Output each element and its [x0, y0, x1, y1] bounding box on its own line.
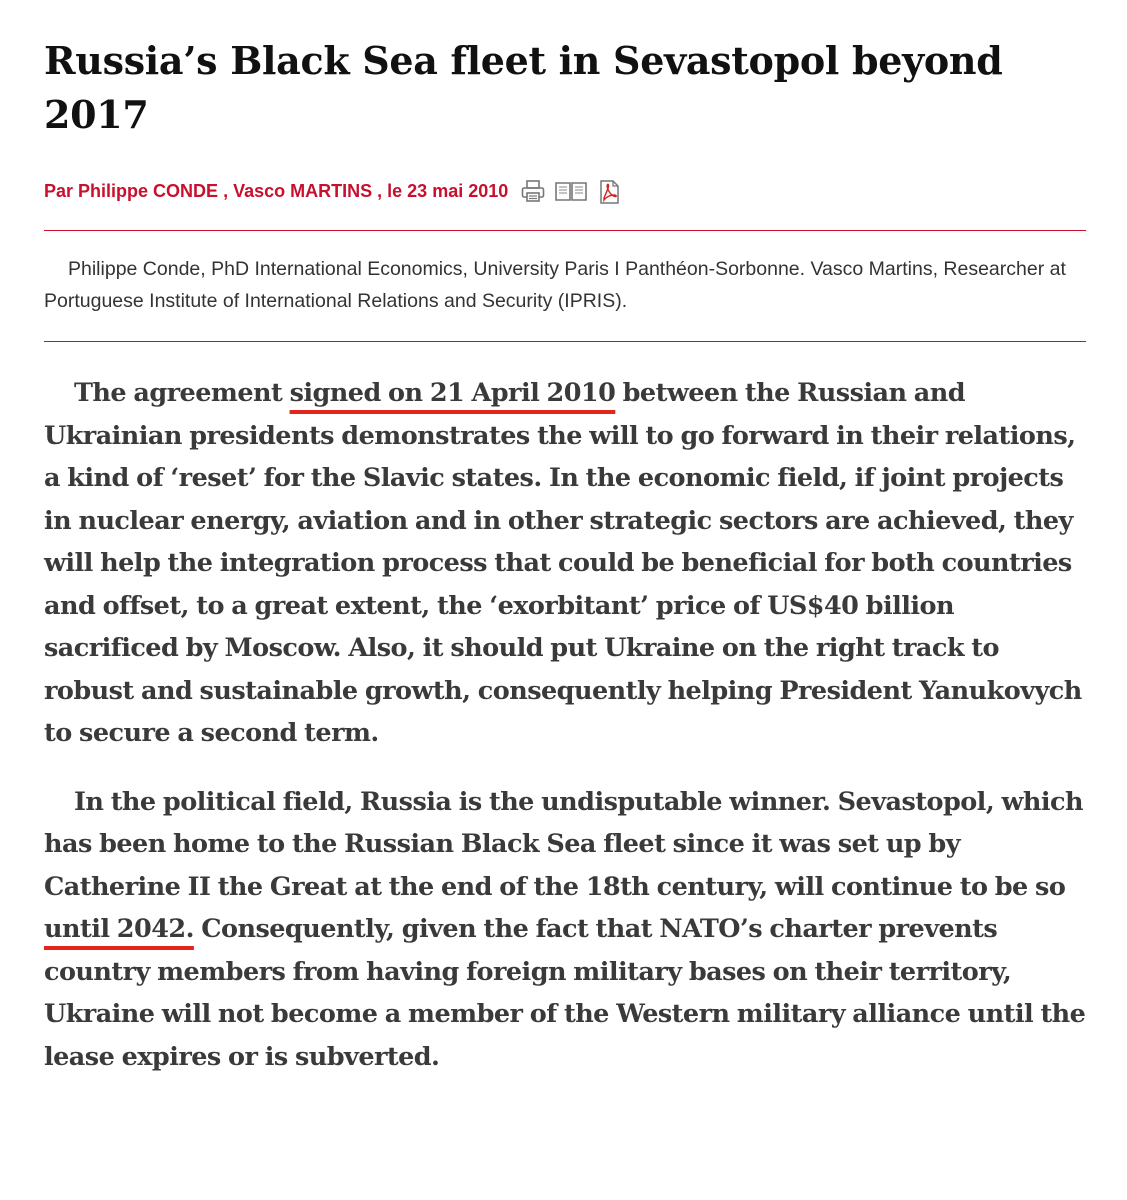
- article-body: [44, 342, 1086, 1078]
- paragraph-text: between the Russian and Ukrainian presidents demonstrates the will to go forward in their relations, a kind of ‘reset’ for the Slavic states. In the economic field, if joint projects in nuclear energy, aviation and in other strategic sectors are achieved, they will help the integration process that could be beneficial for both countries and offset, to a great extent, the ‘exorbitant’ price of US$40 billion sacrificed by Moscow. Also, it should put Ukraine on the right track to robust and sustainable growth, consequently helping President Yanukovych to secure a second term.: [44, 378, 1082, 748]
- paragraph-text: In the political field, Russia is the undisputable winner. Sevastopol, which has been home to the Russian Black Sea fleet since it was set up by Catherine II the Great at the end of the 18th century, will continue to be so: [44, 786, 1083, 902]
- print-icon[interactable]: [520, 179, 546, 203]
- book-icon[interactable]: [554, 179, 588, 203]
- author-link[interactable]: Philippe CONDE: [78, 180, 219, 201]
- article-paragraph: [44, 781, 1086, 1079]
- article-tools: [520, 179, 622, 203]
- byline: Par Philippe CONDE , Vasco MARTINS , le 23 mai 2010: [44, 176, 1086, 206]
- highlighted-text: signed on 21 April 2010: [289, 378, 616, 408]
- article-title: Russia’s Black Sea fleet in Sevastopol beyond 2017: [44, 38, 1003, 137]
- publish-date: 23 mai 2010: [407, 180, 509, 201]
- article-container: [44, 0, 1086, 1078]
- paragraph-text: The agreement: [74, 378, 283, 408]
- highlighted-text: until 2042.: [44, 914, 194, 944]
- paragraph-text: Consequently, given the fact that NATO’s charter prevents country members from having foreign military bases on their territory, Ukraine will not become a member of the Western military alliance until the lease expires or is subverted.: [44, 914, 1086, 1072]
- author-link[interactable]: Vasco MARTINS: [233, 180, 373, 201]
- author-note: Philippe Conde, PhD International Economics, University Paris I Panthéon-Sorbonne. Vasco Martins, Researcher at Portuguese Institute of International Relations and Security (IPRIS).: [44, 258, 1066, 312]
- date-prefix: , le: [377, 180, 403, 201]
- article-paragraph: [44, 342, 1086, 755]
- byline-prefix: Par: [44, 180, 74, 201]
- pdf-icon[interactable]: [596, 179, 622, 203]
